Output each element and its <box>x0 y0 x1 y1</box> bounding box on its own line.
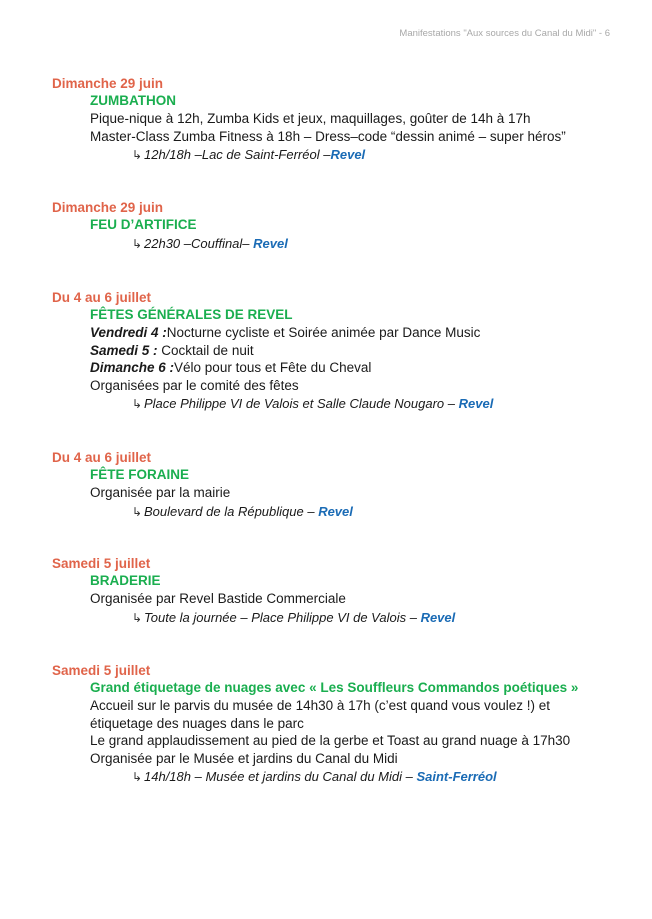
event-title: FEU D’ARTIFICE <box>90 217 197 232</box>
event-title: Grand étiquetage de nuages avec « Les Souffleurs Commandos poétiques » <box>90 680 579 695</box>
event-date: Du 4 au 6 juillet <box>52 290 152 305</box>
event-date: Samedi 5 juillet <box>52 556 151 571</box>
event-date: Samedi 5 juillet <box>52 663 151 678</box>
event-braderie <box>52 555 622 627</box>
event-description: Organisée par le Musée et jardins du Canal du Midi <box>90 750 398 766</box>
event-description: Organisées par le comité des fêtes <box>90 377 299 393</box>
location-town: Revel <box>318 503 353 519</box>
location-town: Revel <box>330 147 366 163</box>
location-town: Revel <box>458 396 494 412</box>
event-location <box>132 395 622 413</box>
event-description: Le grand applaudissement au pied de la gerbe et Toast au grand nuage à 17h30 <box>90 733 571 749</box>
event-description: Master-Class Zumba Fitness à 18h – Dress–code “dessin animé – super héros” <box>90 128 566 144</box>
event-location <box>132 768 622 786</box>
hand-pointing-arrow-icon: ↳ <box>132 770 143 785</box>
event-date: Dimanche 29 juin <box>52 200 164 215</box>
location-text: Boulevard de la République – <box>144 503 319 519</box>
location-town: Revel <box>253 236 288 251</box>
schedule-text: Nocturne cycliste et Soirée animée par Dance Music <box>166 325 481 340</box>
event-title: FÊTE FORAINE <box>90 467 190 482</box>
location-text: 14h/18h – Musée et jardins du Canal du Midi – <box>144 769 417 785</box>
event-location <box>132 609 622 627</box>
page-header: Manifestations "Aux sources du Canal du Midi" - 6 <box>399 28 610 39</box>
event-title: BRADERIE <box>90 573 161 588</box>
event-description: Accueil sur le parvis du musée de 14h30 à 17h (c’est quand vous voulez !) et <box>90 698 551 713</box>
event-description: Organisée par Revel Bastide Commerciale <box>90 591 346 606</box>
event-date: Du 4 au 6 juillet <box>52 450 152 465</box>
event-description: Pique-nique à 12h, Zumba Kids et jeux, maquillages, goûter de 14h à 17h <box>90 111 531 126</box>
event-location <box>132 503 622 521</box>
location-text: Place Philippe VI de Valois et Salle Claude Nougaro – <box>144 396 459 412</box>
event-description: Organisée par la mairie <box>90 485 231 500</box>
hand-pointing-arrow-icon: ↳ <box>132 148 143 163</box>
location-text: Toute la journée – Place Philippe VI de Valois – <box>144 609 421 625</box>
hand-pointing-arrow-icon: ↳ <box>132 397 143 412</box>
event-title: FÊTES GÉNÉRALES DE REVEL <box>90 307 293 322</box>
event-schedule-line <box>90 359 622 377</box>
event-description: étiquetage des nuages dans le parc <box>90 715 304 731</box>
schedule-day: Vendredi 4 : <box>90 325 167 340</box>
schedule-text: Cocktail de nuit <box>157 342 254 358</box>
schedule-day: Samedi 5 : <box>90 342 158 358</box>
location-text: 12h/18h –Lac de Saint-Ferréol – <box>144 147 331 163</box>
event-etiquetage-nuages <box>52 662 622 786</box>
location-town: Revel <box>420 609 456 625</box>
event-date: Dimanche 29 juin <box>52 76 164 91</box>
hand-pointing-arrow-icon: ↳ <box>132 610 143 625</box>
event-fetes-generales <box>52 289 622 413</box>
event-feu-artifice <box>52 199 622 253</box>
hand-pointing-arrow-icon: ↳ <box>132 237 143 251</box>
event-zumbathon <box>52 75 622 164</box>
event-location <box>132 235 622 253</box>
event-location <box>132 146 622 164</box>
event-fete-foraine <box>52 449 622 521</box>
schedule-day: Dimanche 6 : <box>90 360 175 376</box>
location-town: Saint-Ferréol <box>416 769 497 785</box>
location-text: 22h30 –Couffinal– <box>144 236 254 251</box>
event-schedule-line <box>90 324 622 342</box>
hand-pointing-arrow-icon: ↳ <box>132 504 143 519</box>
event-schedule-line <box>90 342 622 360</box>
schedule-text: Vélo pour tous et Fête du Cheval <box>174 360 372 376</box>
event-title: ZUMBATHON <box>90 93 176 108</box>
